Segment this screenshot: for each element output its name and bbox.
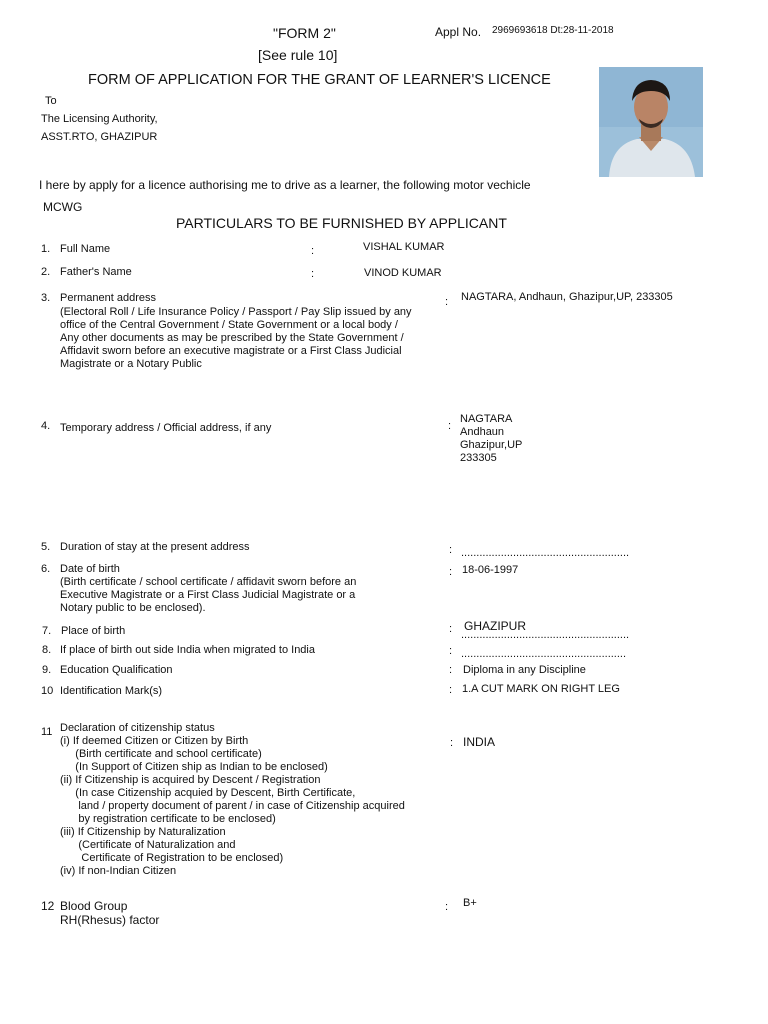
colon: : [449,623,453,635]
place-of-birth-dots: ....................................................... [461,629,630,641]
migration-label: If place of birth out side India when migrated to India [60,644,315,656]
colon: : [449,544,453,556]
item-number: 11 [41,726,53,738]
to-line: To [45,95,57,107]
colon: : [311,245,315,257]
education-label: Education Qualification [60,664,173,676]
item-number: 10 [41,685,54,697]
full-name-label: Full Name [60,243,111,255]
citizenship-label: Declaration of citizenship status [60,722,215,734]
fathers-name-value: VINOD KUMAR [364,267,442,279]
colon: : [449,645,453,657]
item-number: 6. [41,563,51,575]
blood-group-label: Blood Group [60,899,128,913]
application-statement: I here by apply for a licence authorising me to drive as a learner, the following motor vechicle [39,178,531,192]
temporary-address-label: Temporary address / Official address, if any [60,422,272,434]
temporary-address-value: NAGTARA Andhaun Ghazipur,UP 233305 [460,413,523,464]
person-photo-icon [599,67,703,177]
colon: : [445,901,449,913]
place-of-birth-label: Place of birth [61,625,126,637]
rh-factor-label: RH(Rhesus) factor [60,913,160,927]
item-number: 1. [41,243,51,255]
colon: : [449,684,453,696]
office-name: ASST.RTO, GHAZIPUR [41,131,158,143]
education-value: Diploma in any Discipline [463,664,586,676]
duration-stay-value: ....................................................... [461,547,630,559]
item-number: 7. [42,625,52,637]
permanent-address-value: NAGTARA, Andhaun, Ghazipur,UP, 233305 [461,291,673,303]
item-number: 8. [42,644,52,656]
page-title: FORM OF APPLICATION FOR THE GRANT OF LEARNER'S LICENCE [88,72,551,88]
permanent-address-label: Permanent address [60,292,156,304]
blood-group-value: B+ [463,897,477,909]
identification-label: Identification Mark(s) [60,685,163,697]
colon: : [448,420,452,432]
colon: : [311,268,315,280]
item-number: 12 [41,899,55,913]
citizenship-value: INDIA [463,735,496,749]
place-of-birth-value: GHAZIPUR [464,619,527,633]
rule-reference: [See rule 10] [258,47,338,63]
colon: : [449,664,453,676]
fathers-name-label: Father's Name [60,266,132,278]
vehicle-class: MCWG [43,200,83,214]
form-number: "FORM 2" [273,25,336,41]
item-number: 3. [41,292,51,304]
citizenship-note: (i) If deemed Citizen or Citizen by Birth (Birth certificate and school certificate) (In Support of Citizen ship as Indian to be enclosed) (ii) If Citizenship is acquired by Descent / Registration (In case Citizenship acquied by Descent, Birth Certificate, land / property document of parent / in case of Citizenship acquired by registration certificate to be enclosed) (iii) If Citizenship by Naturalization (Certificate of Naturalization and Certificate of Registration to be enclosed) (iv) If non-Indian Citizen [60,735,405,877]
appl-no-value: 2969693618 Dt:28-11-2018 [492,25,614,36]
item-number: 9. [42,664,52,676]
date-of-birth-label: Date of birth [60,563,120,575]
date-of-birth-value: 18-06-1997 [462,564,519,576]
appl-no-label: Appl No. [435,25,482,39]
duration-stay-label: Duration of stay at the present address [60,541,250,553]
section-title: PARTICULARS TO BE FURNISHED BY APPLICANT [176,215,507,231]
colon: : [450,737,454,749]
item-number: 2. [41,266,51,278]
permanent-address-note: (Electoral Roll / Life Insurance Policy / Passport / Pay Slip issued by any office of the Central Government / State Government or a local body / Any other documents as may be prescribed by the State Government / Affidavit sworn before an executive magistrate or a First Class Judicial Magistrate or a Notary Public [60,306,412,370]
date-of-birth-note: (Birth certificate / school certificate / affidavit sworn before an Executive Magistrate or a First Class Judicial Magistrate or a Notary public to be enclosed). [60,576,357,614]
item-number: 5. [41,541,51,553]
colon: : [449,566,453,578]
full-name-value: VISHAL KUMAR [363,241,445,253]
migration-value: ...................................................... [461,648,627,660]
identification-value: 1.A CUT MARK ON RIGHT LEG [462,683,620,695]
item-number: 4. [41,420,51,432]
applicant-photo [599,67,703,177]
colon: : [445,296,449,308]
licensing-authority: The Licensing Authority, [41,113,158,125]
